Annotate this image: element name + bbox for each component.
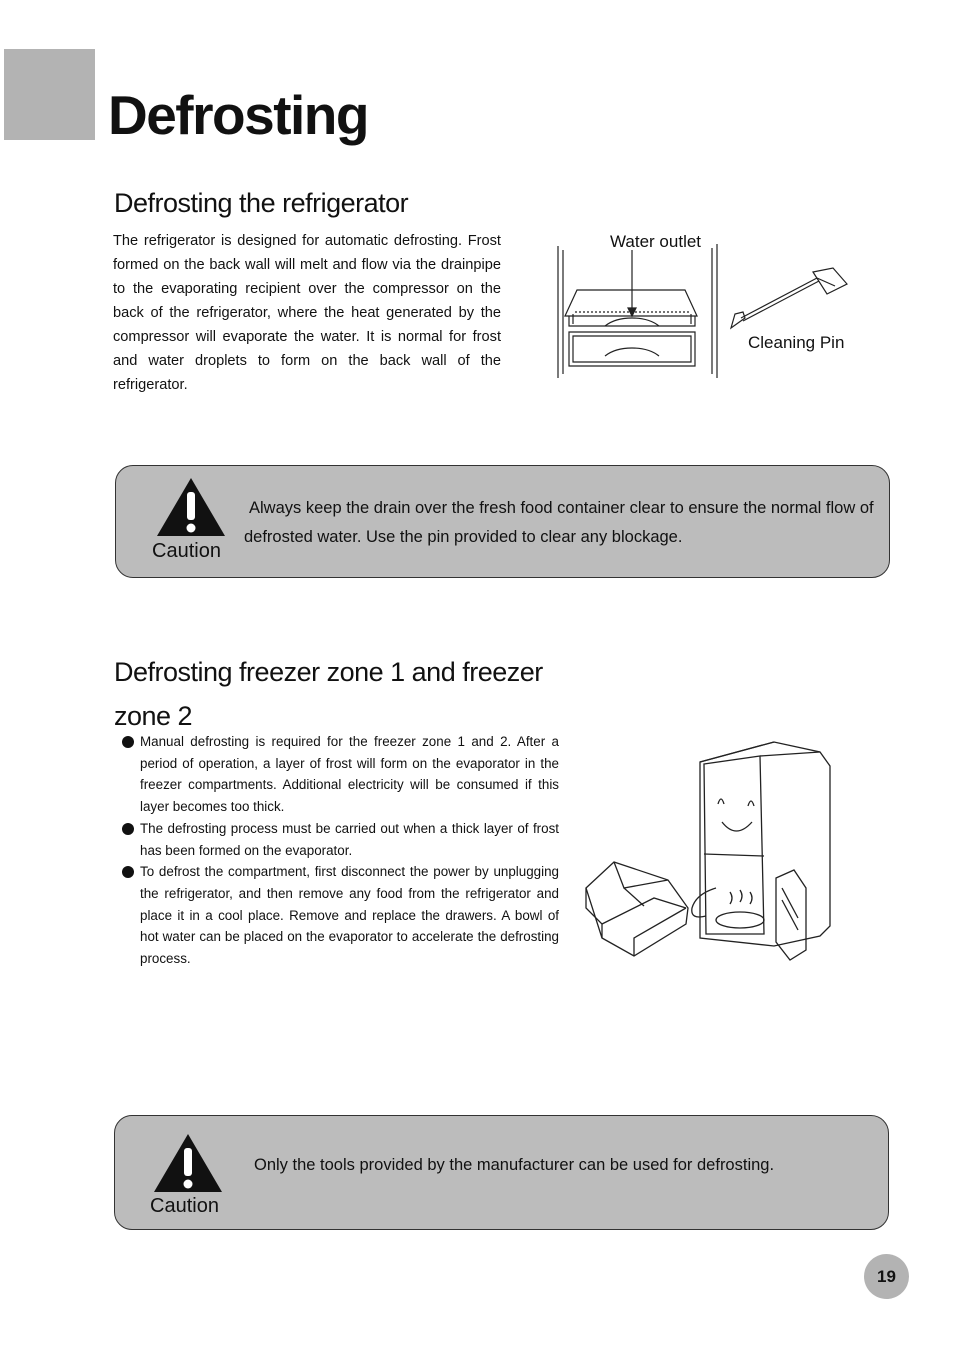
caution-text: Only the tools provided by the manufacturer can be used for defrosting. bbox=[254, 1156, 775, 1174]
bullet-icon bbox=[122, 736, 134, 748]
section-heading-defrost-refrigerator: Defrosting the refrigerator bbox=[114, 188, 409, 218]
warning-icon bbox=[155, 476, 227, 538]
caution-label: Caution bbox=[152, 540, 221, 562]
list-item: The defrosting process must be carried out when a thick layer of frost has been formed on the evaporator. bbox=[122, 818, 559, 861]
list-item: Manual defrosting is required for the freezer zone 1 and 2. After a period of operation, a layer of frost will form on the evaporator in the freezer compartments. Additional electricity will be consumed if this layer becomes too thick. bbox=[122, 731, 559, 818]
drain-outlet-illustration bbox=[555, 228, 865, 383]
corner-decoration bbox=[4, 49, 95, 140]
caution-box-tools bbox=[114, 1115, 889, 1230]
bullet-icon bbox=[122, 866, 134, 878]
section-body-text: The refrigerator is designed for automatic defrosting. Frost formed on the back wall will melt and flow via the drainpipe to the evaporating recipient over the compressor on the back of the refrigerator, where the heat generated by the compressor will evaporate the water. It is normal for frost and water droplets to form on the back wall of the refrigerator. bbox=[113, 233, 501, 393]
list-item: To defrost the compartment, first disconnect the power by unplugging the refrigerator, and then remove any food from the refrigerator and place it in a cool place. Remove and replace the drawers. A bowl of hot water can be placed on the evaporator to accelerate the defrosting process. bbox=[122, 861, 559, 970]
page-title: Defrosting bbox=[108, 84, 368, 146]
bullet-icon bbox=[122, 823, 134, 835]
caution-box-drain bbox=[115, 465, 890, 578]
caution-text: Always keep the drain over the fresh food container clear to ensure the normal flow of defrosted water. Use the pin provided to clear any blockage. bbox=[244, 499, 874, 546]
warning-icon bbox=[152, 1132, 224, 1194]
defrost-steps-list bbox=[122, 731, 559, 970]
section-heading-defrost-freezer: Defrosting freezer zone 1 and freezer zone 2 bbox=[114, 657, 543, 731]
cleaning-pin-label: Cleaning Pin bbox=[748, 333, 845, 352]
caution-label: Caution bbox=[150, 1195, 219, 1217]
water-outlet-label: Water outlet bbox=[610, 232, 702, 251]
freezer-defrost-illustration bbox=[584, 738, 834, 963]
page-number: 19 bbox=[864, 1254, 909, 1299]
